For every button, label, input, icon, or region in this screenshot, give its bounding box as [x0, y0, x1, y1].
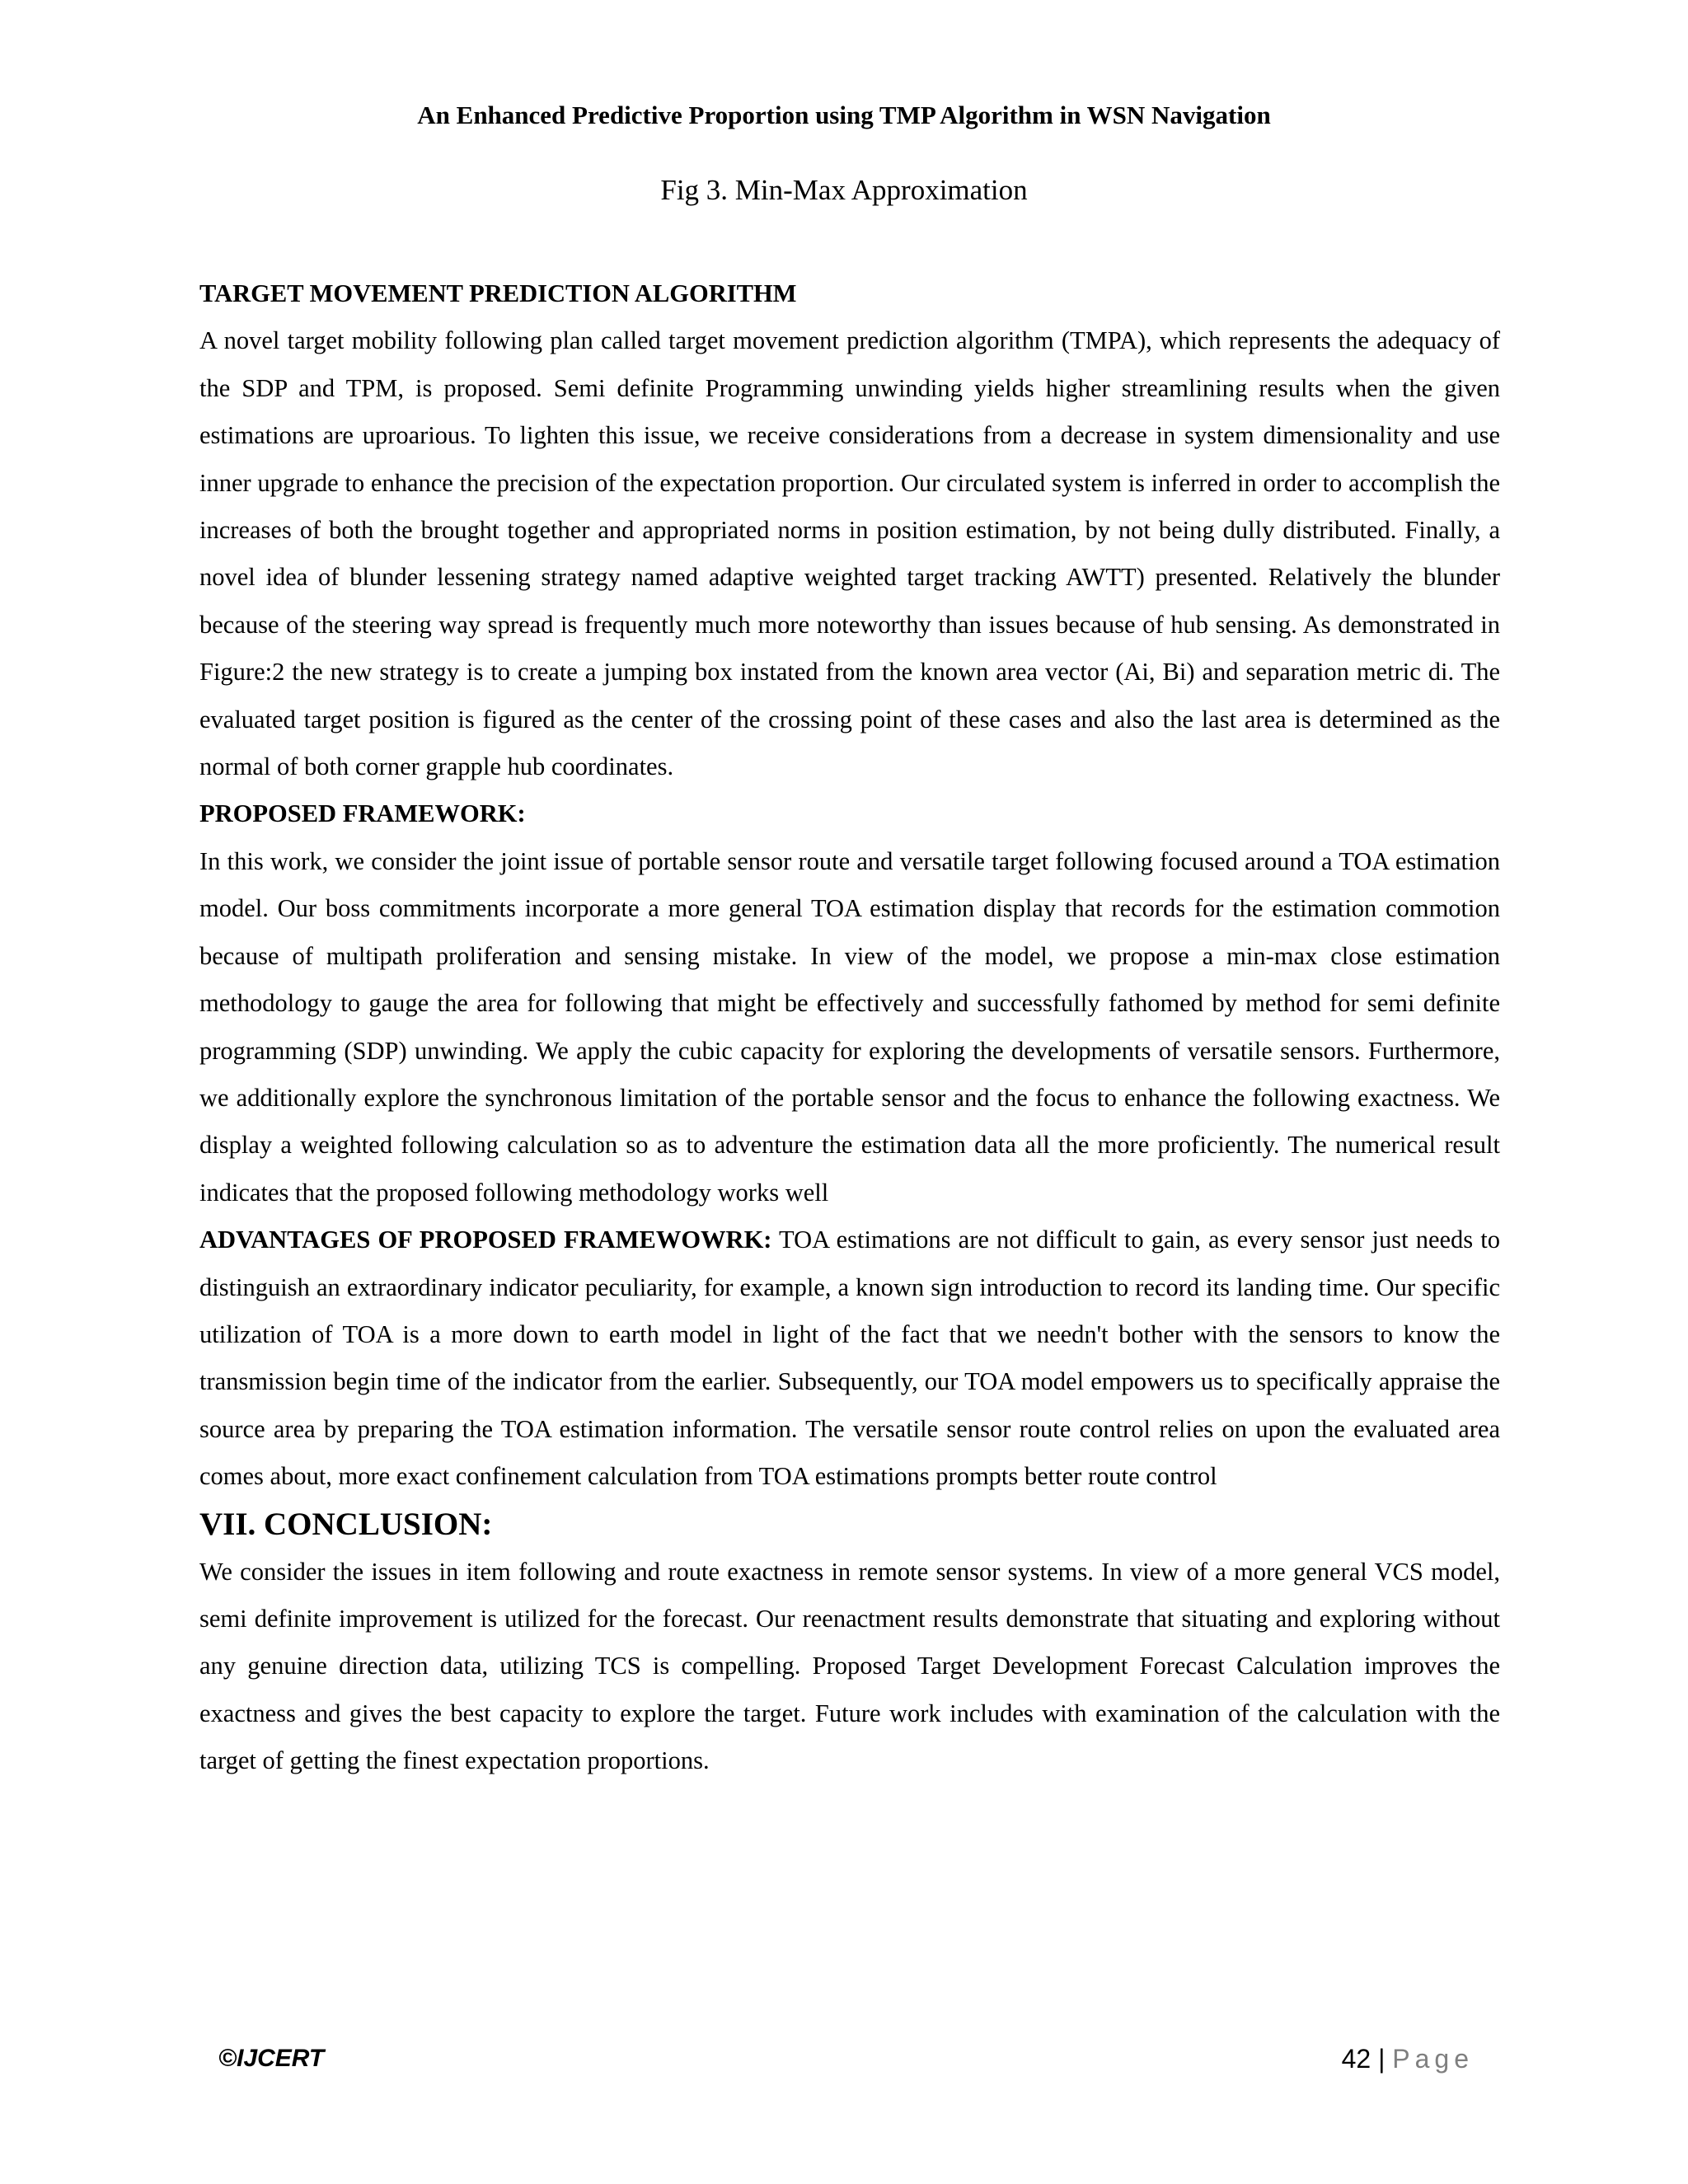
figure-caption: Fig 3. Min-Max Approximation	[660, 174, 1028, 206]
paragraph-proposed-framework: In this work, we consider the joint issue of portable sensor route and versatile target following focused around a TOA estimation model. Our boss commitments incorporate a more general TOA estimation display that records for the estimation commotion because of multipath proliferation and sensing mistake. In view of the model, we propose a min-max close estimation methodology to gauge the area for following that might be effectively and successfully fathomed by method for semi definite programming (SDP) unwinding. We apply the cubic capacity for exploring the developments of versatile sensors. Furthermore, we additionally explore the synchronous limitation of the portable sensor and the focus to enhance the following exactness. We display a weighted following calculation so as to adventure the estimation data all the more proficiently. The numerical result indicates that the proposed following methodology works well	[199, 846, 1500, 1207]
running-title: An Enhanced Predictive Proportion using TMP Algorithm in WSN Navigation	[417, 101, 1271, 129]
page-label: Page	[1392, 2044, 1474, 2074]
footer-page-indicator	[1342, 2042, 1474, 2075]
section-heading-tmpa: TARGET MOVEMENT PREDICTION ALGORITHM	[199, 279, 797, 307]
page-number: 42	[1341, 2044, 1372, 2074]
section-heading-advantages: ADVANTAGES OF PROPOSED FRAMEWOWRK:	[199, 1226, 772, 1254]
page-separator: |	[1378, 2044, 1386, 2074]
paragraph-tmpa: A novel target mobility following plan called target movement prediction algorithm (TMPA), which represents the adequacy of the SDP and TPM, is proposed. Semi definite Programming unwinding yields higher streamlining results when the given estimations are uproarious. To lighten this issue, we receive considerations from a decrease in system dimensionality and use inner upgrade to enhance the precision of the expectation proportion. Our circulated system is inferred in order to accomplish the increases of both the brought together and appropriated norms in position estimation, by not being dully distributed. Finally, a novel idea of blunder lessening strategy named adaptive weighted target tracking AWTT) presented. Relatively the blunder because of the steering way spread is frequently much more noteworthy than issues because of hub sensing. As demonstrated in Figure:2 the new strategy is to create a jumping box instated from the known area vector (Ai, Bi) and separation metric di. The evaluated target position is figured as the center of the crossing point of these cases and also the last area is determined as the normal of both corner grapple hub coordinates.	[199, 326, 1500, 781]
paragraph-advantages-text: TOA estimations are not difficult to gain, as every sensor just needs to distinguish an extraordinary indicator peculiarity, for example, a known sign introduction to record its landing time. Our specific utilization of TOA is a more down to earth model in light of the fact that we needn't bother with the sensors to know the transmission begin time of the indicator from the earlier. Subsequently, our TOA model empowers us to specifically appraise the source area by preparing the TOA estimation information. The versatile sensor route control relies on upon the evaluated area comes about, more exact confinement calculation from TOA estimations prompts better route control	[199, 1226, 1500, 1491]
paragraph-conclusion: We consider the issues in item following and route exactness in remote sensor systems. In view of a more general VCS model, semi definite improvement is utilized for the forecast. Our reenactment results demonstrate that situating and exploring without any genuine direction data, utilizing TCS is compelling. Proposed Target Development Forecast Calculation improves the exactness and gives the best capacity to explore the target. Future work includes with examination of the calculation with the target of getting the finest expectation proportions.	[199, 1557, 1500, 1775]
section-heading-conclusion: VII. CONCLUSION:	[199, 1506, 493, 1542]
paragraph-advantages	[199, 1216, 1500, 1500]
footer-copyright: ©IJCERT	[218, 2045, 325, 2072]
body-text	[199, 270, 1500, 1785]
section-heading-proposed-framework: PROPOSED FRAMEWORK:	[199, 799, 526, 828]
